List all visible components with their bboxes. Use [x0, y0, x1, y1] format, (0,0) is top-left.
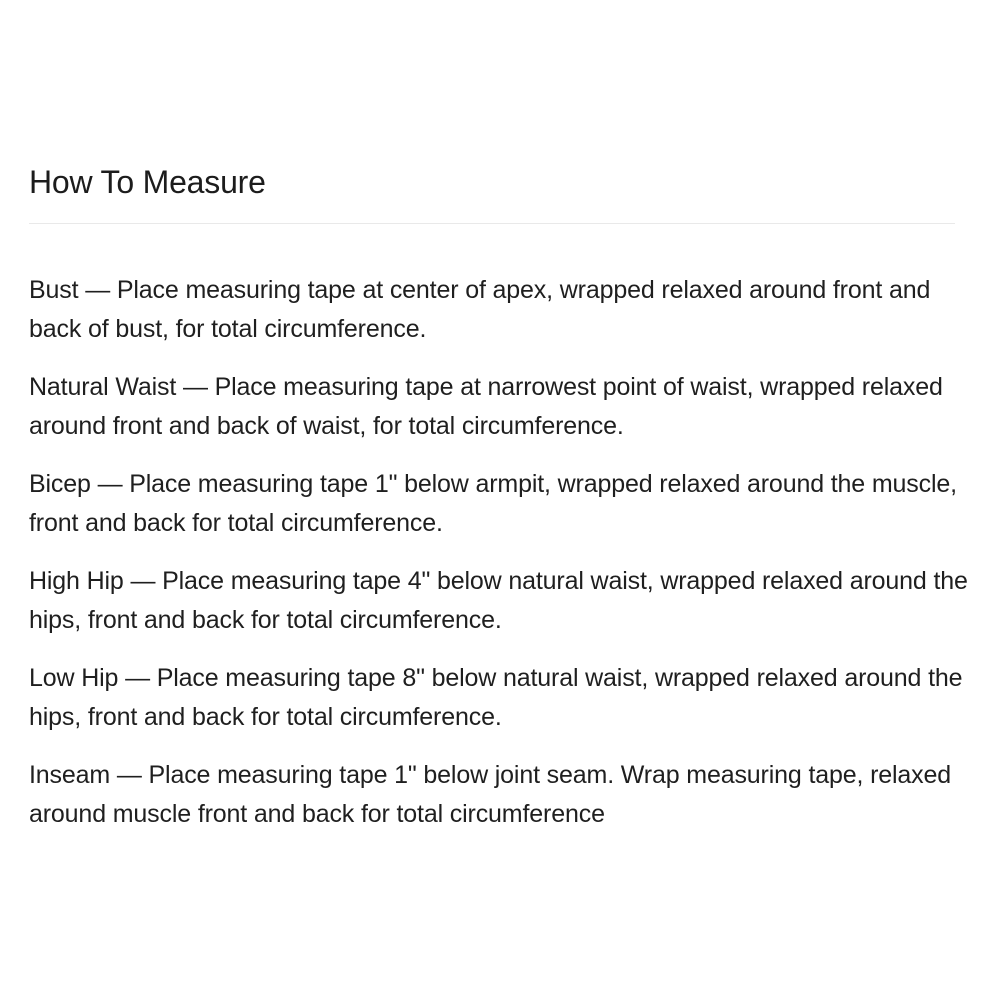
measurement-item-bicep: Bicep — Place measuring tape 1" below armpit, wrapped relaxed around the muscle, front and back for total circumference.	[29, 470, 957, 537]
measurement-item-natural-waist: Natural Waist — Place measuring tape at narrowest point of waist, wrapped relaxed around front and back of waist, for total circumference.	[29, 373, 943, 440]
measurement-item-bust: Bust — Place measuring tape at center of apex, wrapped relaxed around front and back of bust, for total circumference.	[29, 276, 931, 343]
title-divider	[29, 223, 955, 224]
measurement-item-low-hip: Low Hip — Place measuring tape 8" below natural waist, wrapped relaxed around the hips, front and back for total circumference.	[29, 664, 963, 731]
section-title: How To Measure	[29, 164, 266, 200]
measurement-instructions-list	[29, 271, 969, 834]
measurement-item-high-hip: High Hip — Place measuring tape 4" below natural waist, wrapped relaxed around the hips, front and back for total circumference.	[29, 567, 968, 634]
measurement-item-inseam: Inseam — Place measuring tape 1" below joint seam. Wrap measuring tape, relaxed around muscle front and back for total circumference	[29, 761, 952, 828]
